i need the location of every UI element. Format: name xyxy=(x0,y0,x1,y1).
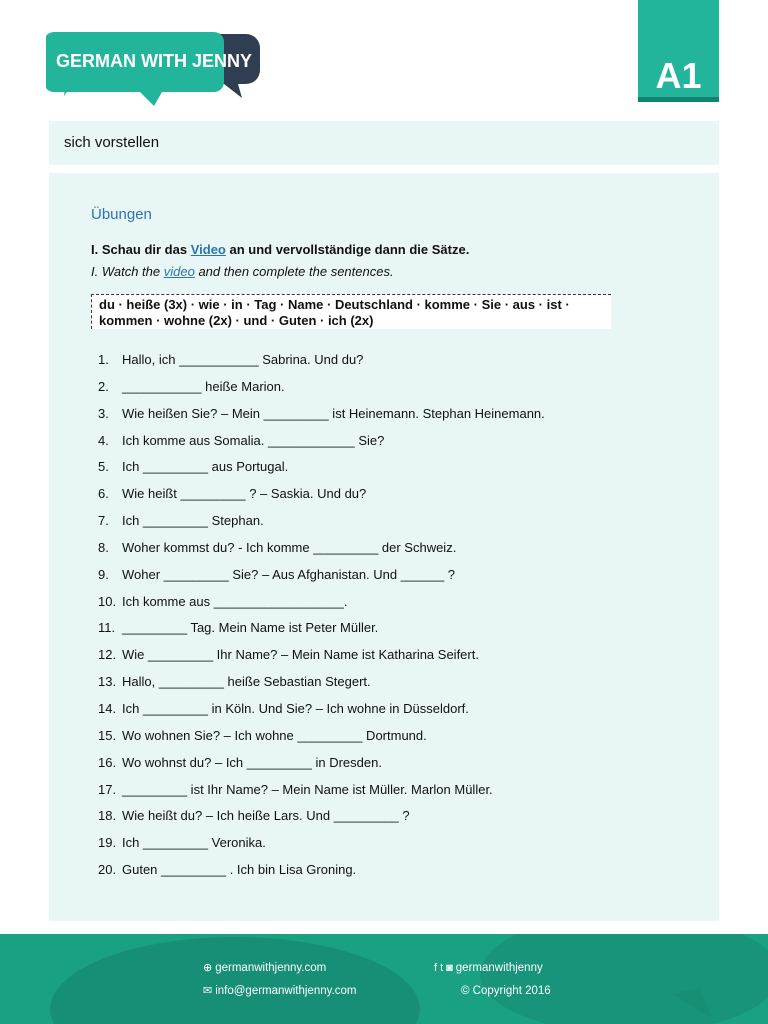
section-title: Übungen xyxy=(91,206,152,223)
exercise-number: 2. xyxy=(98,378,109,394)
exercise-sentence: Ich _________ aus Portugal. xyxy=(122,459,289,475)
exercise-number: 3. xyxy=(98,405,109,421)
exercise-item xyxy=(98,728,545,755)
exercise-item xyxy=(98,862,545,889)
exercise-sentence: Wie _________ Ihr Name? – Mein Name ist Katharina Seifert. xyxy=(122,647,479,663)
exercise-item xyxy=(98,459,545,486)
exercise-number: 12. xyxy=(98,647,117,663)
exercise-number: 18. xyxy=(98,808,117,824)
exercise-item xyxy=(98,567,545,594)
exercise-sentence: Guten _________ . Ich bin Lisa Groning. xyxy=(122,862,357,878)
exercise-sentence: Ich _________ in Köln. Und Sie? – Ich wohne in Düsseldorf. xyxy=(122,700,469,716)
exercise-sentence: ___________ heiße Marion. xyxy=(122,378,285,394)
footer xyxy=(0,934,768,1024)
footer-email-text: info@germanwithjenny.com xyxy=(215,985,357,997)
level-label: A1 xyxy=(655,55,702,96)
exercise-sentence: Wo wohnst du? – Ich _________ in Dresden. xyxy=(122,754,382,770)
facebook-icon: f xyxy=(434,962,438,974)
exercise-number: 8. xyxy=(98,539,109,555)
footer-social[interactable] xyxy=(434,961,543,975)
exercise-sentence: Hallo, _________ heiße Sebastian Stegert. xyxy=(122,674,371,690)
exercise-item xyxy=(98,620,545,647)
exercise-sentence: Wo wohnen Sie? – Ich wohne _________ Dortmund. xyxy=(122,727,427,743)
exercise-sentence: Ich _________ Stephan. xyxy=(122,513,264,529)
exercise-number: 4. xyxy=(98,432,109,448)
exercise-item xyxy=(98,433,545,460)
exercise-sentence: Hallo, ich ___________ Sabrina. Und du? xyxy=(122,352,364,367)
exercise-sentence: Woher _________ Sie? – Aus Afghanistan. Und ______ ? xyxy=(122,566,455,582)
footer-copyright: © Copyright 2016 xyxy=(461,985,551,997)
exercise-number: 7. xyxy=(98,513,109,529)
word-bank xyxy=(91,294,611,329)
instruction-english xyxy=(91,264,394,280)
instagram-icon: ◙ xyxy=(446,962,453,974)
exercise-item xyxy=(98,647,545,674)
footer-social-text: germanwithjenny xyxy=(455,962,543,974)
exercise-number: 5. xyxy=(98,459,109,475)
exercise-number: 15. xyxy=(98,727,117,743)
exercise-number: 13. xyxy=(98,674,117,690)
exercise-number: 1. xyxy=(98,352,109,367)
exercise-item xyxy=(98,379,545,406)
exercise-sentence: Woher kommst du? - Ich komme _________ der Schweiz. xyxy=(122,539,457,555)
exercise-item xyxy=(98,352,545,379)
exercise-item xyxy=(98,808,545,835)
exercise-sentence: Ich komme aus Somalia. ____________ Sie? xyxy=(122,432,385,448)
exercise-item xyxy=(98,540,545,567)
footer-website[interactable] xyxy=(203,961,326,975)
instruction-english-before: I. Watch the xyxy=(91,264,164,279)
exercise-item xyxy=(98,835,545,862)
exercise-sentence: Wie heißt _________ ? – Saskia. Und du? xyxy=(122,486,367,502)
exercise-item xyxy=(98,594,545,621)
instruction-german-after: an und vervollständige dann die Sätze. xyxy=(225,242,470,257)
exercise-list xyxy=(98,352,545,889)
exercise-sentence: _________ ist Ihr Name? – Mein Name ist Müller. Marlon Müller. xyxy=(122,781,493,797)
exercise-sentence: Wie heißt du? – Ich heiße Lars. Und _________ ? xyxy=(122,808,410,824)
word-bank-line-1: du · heiße (3x) · wie · in · Tag · Name · Deutschland · komme · Sie · aus · ist · xyxy=(99,297,570,312)
footer-email[interactable] xyxy=(203,984,356,998)
video-link[interactable]: Video xyxy=(190,242,226,257)
exercise-number: 11. xyxy=(98,620,116,636)
logo-text: GERMAN WITH JENNY xyxy=(56,51,253,71)
video-link-english[interactable]: video xyxy=(163,264,195,279)
exercise-item xyxy=(98,701,545,728)
exercise-number: 10. xyxy=(98,593,117,609)
exercise-sentence: Wie heißen Sie? – Mein _________ ist Heinemann. Stephan Heinemann. xyxy=(122,405,545,421)
footer-bubbles xyxy=(0,934,768,1024)
exercise-number: 9. xyxy=(98,566,109,582)
exercise-item xyxy=(98,406,545,433)
exercise-sentence: _________ Tag. Mein Name ist Peter Müller. xyxy=(122,620,379,636)
exercise-sentence: Ich komme aus __________________. xyxy=(122,593,348,609)
topic-title: sich vorstellen xyxy=(64,134,160,151)
exercise-item xyxy=(98,674,545,701)
exercise-panel xyxy=(49,173,719,921)
exercise-number: 20. xyxy=(98,862,117,878)
exercise-sentence: Ich _________ Veronika. xyxy=(122,835,266,851)
topic-bar xyxy=(49,121,719,165)
twitter-icon: t xyxy=(440,962,444,974)
exercise-number: 17. xyxy=(98,781,117,797)
exercise-item xyxy=(98,486,545,513)
instruction-english-after: and then complete the sentences. xyxy=(194,264,394,279)
exercise-number: 6. xyxy=(98,486,109,502)
instruction-german-before: I. Schau dir das xyxy=(91,242,191,257)
instruction-german xyxy=(91,242,469,258)
exercise-item xyxy=(98,513,545,540)
level-badge xyxy=(638,0,719,102)
footer-website-text: germanwithjenny.com xyxy=(215,962,327,974)
exercise-item xyxy=(98,755,545,782)
exercise-number: 19. xyxy=(98,835,117,851)
globe-icon: ⊕ xyxy=(203,962,213,974)
exercise-item xyxy=(98,782,545,809)
exercise-number: 14. xyxy=(98,700,117,716)
envelope-icon: ✉ xyxy=(203,985,213,997)
exercise-number: 16. xyxy=(98,754,117,770)
word-bank-line-2: kommen · wohne (2x) · und · Guten · ich (2x) xyxy=(99,313,374,328)
logo xyxy=(46,28,262,106)
